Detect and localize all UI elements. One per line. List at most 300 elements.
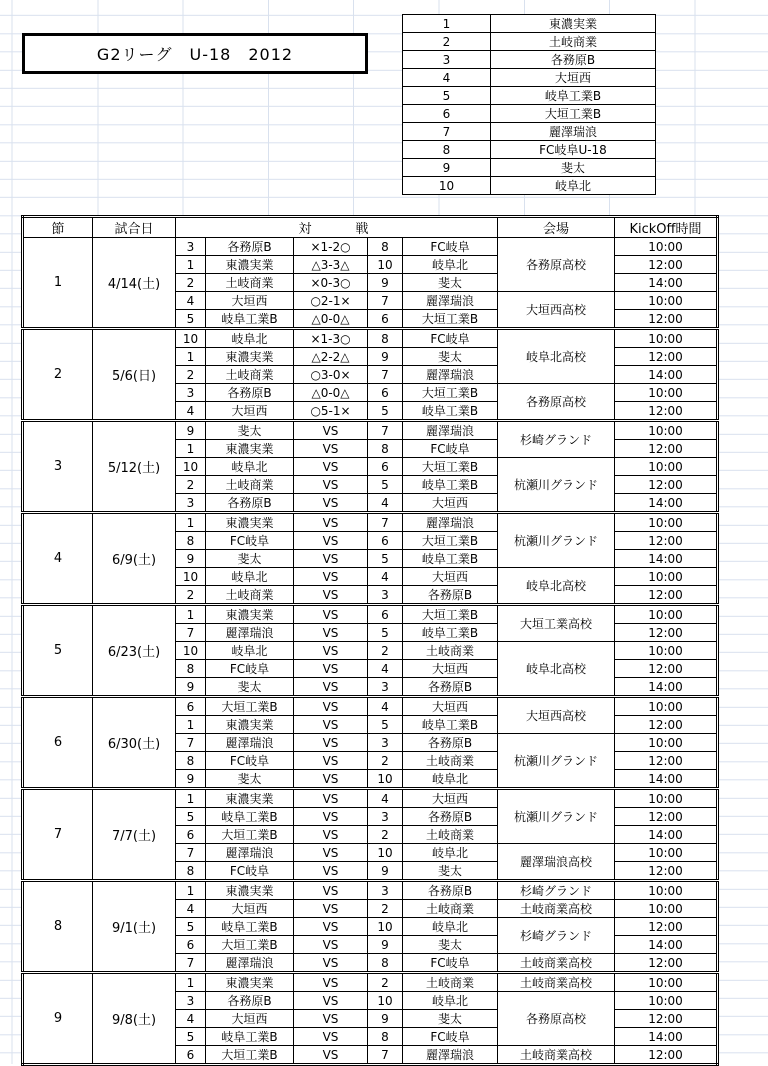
venue-cell[interactable]: 杭瀬川グランド: [498, 513, 615, 568]
match-date-cell[interactable]: 5/6(日): [93, 329, 176, 421]
result-cell[interactable]: VS: [294, 624, 368, 642]
away-team-cell[interactable]: 岐阜北: [403, 918, 498, 936]
kickoff-time-cell[interactable]: 10:00: [615, 384, 718, 402]
home-number-cell[interactable]: 7: [176, 734, 206, 752]
away-team-cell[interactable]: FC岐阜: [403, 1028, 498, 1046]
away-team-cell[interactable]: 斐太: [403, 274, 498, 292]
home-team-cell[interactable]: 東濃実業: [206, 716, 294, 734]
result-cell[interactable]: VS: [294, 770, 368, 789]
kickoff-time-cell[interactable]: 12:00: [615, 624, 718, 642]
team-number-cell[interactable]: 6: [403, 105, 491, 123]
home-team-cell[interactable]: 岐阜工業B: [206, 808, 294, 826]
home-team-cell[interactable]: 大垣工業B: [206, 697, 294, 716]
away-number-cell[interactable]: 2: [368, 826, 403, 844]
away-team-cell[interactable]: 大垣工業B: [403, 458, 498, 476]
home-team-cell[interactable]: 麗澤瑞浪: [206, 624, 294, 642]
home-team-cell[interactable]: 大垣西: [206, 292, 294, 310]
kickoff-time-cell[interactable]: 10:00: [615, 734, 718, 752]
away-team-cell[interactable]: 麗澤瑞浪: [403, 366, 498, 384]
home-number-cell[interactable]: 8: [176, 660, 206, 678]
kickoff-time-cell[interactable]: 14:00: [615, 550, 718, 568]
away-number-cell[interactable]: 4: [368, 660, 403, 678]
result-cell[interactable]: VS: [294, 678, 368, 697]
home-team-cell[interactable]: 東濃実業: [206, 513, 294, 532]
away-number-cell[interactable]: 4: [368, 568, 403, 586]
match-date-cell[interactable]: 6/9(土): [93, 513, 176, 605]
home-team-cell[interactable]: 土岐商業: [206, 274, 294, 292]
match-date-cell[interactable]: 6/30(土): [93, 697, 176, 789]
kickoff-time-cell[interactable]: 14:00: [615, 366, 718, 384]
home-number-cell[interactable]: 8: [176, 862, 206, 881]
match-date-cell[interactable]: 9/1(土): [93, 881, 176, 973]
kickoff-time-cell[interactable]: 10:00: [615, 421, 718, 440]
away-team-cell[interactable]: 斐太: [403, 936, 498, 954]
result-cell[interactable]: VS: [294, 1010, 368, 1028]
result-cell[interactable]: VS: [294, 936, 368, 954]
away-team-cell[interactable]: FC岐阜: [403, 329, 498, 348]
home-number-cell[interactable]: 9: [176, 678, 206, 697]
result-cell[interactable]: VS: [294, 568, 368, 586]
home-team-cell[interactable]: 麗澤瑞浪: [206, 844, 294, 862]
kickoff-time-cell[interactable]: 12:00: [615, 532, 718, 550]
home-team-cell[interactable]: FC岐阜: [206, 752, 294, 770]
kickoff-time-cell[interactable]: 12:00: [615, 402, 718, 421]
header-match-cell[interactable]: 対 戦: [176, 217, 498, 238]
home-number-cell[interactable]: 3: [176, 238, 206, 256]
away-team-cell[interactable]: 大垣工業B: [403, 605, 498, 624]
home-number-cell[interactable]: 5: [176, 808, 206, 826]
kickoff-time-cell[interactable]: 12:00: [615, 660, 718, 678]
result-cell[interactable]: VS: [294, 1046, 368, 1065]
team-number-cell[interactable]: 3: [403, 51, 491, 69]
away-number-cell[interactable]: 10: [368, 256, 403, 274]
away-number-cell[interactable]: 6: [368, 310, 403, 329]
kickoff-time-cell[interactable]: 10:00: [615, 238, 718, 256]
away-team-cell[interactable]: 大垣西: [403, 697, 498, 716]
team-name-cell[interactable]: FC岐阜U-18: [491, 141, 656, 159]
away-number-cell[interactable]: 4: [368, 494, 403, 513]
round-number-cell[interactable]: 4: [23, 513, 93, 605]
result-cell[interactable]: VS: [294, 752, 368, 770]
kickoff-time-cell[interactable]: 10:00: [615, 605, 718, 624]
home-team-cell[interactable]: 土岐商業: [206, 476, 294, 494]
result-cell[interactable]: VS: [294, 808, 368, 826]
home-number-cell[interactable]: 2: [176, 366, 206, 384]
away-number-cell[interactable]: 2: [368, 642, 403, 660]
home-number-cell[interactable]: 10: [176, 458, 206, 476]
result-cell[interactable]: VS: [294, 826, 368, 844]
home-number-cell[interactable]: 4: [176, 292, 206, 310]
away-number-cell[interactable]: 10: [368, 992, 403, 1010]
kickoff-time-cell[interactable]: 12:00: [615, 348, 718, 366]
result-cell[interactable]: VS: [294, 881, 368, 900]
home-team-cell[interactable]: 斐太: [206, 770, 294, 789]
home-number-cell[interactable]: 6: [176, 936, 206, 954]
result-cell[interactable]: VS: [294, 550, 368, 568]
header-venue-cell[interactable]: 会場: [498, 217, 615, 238]
away-team-cell[interactable]: 斐太: [403, 348, 498, 366]
home-team-cell[interactable]: 大垣工業B: [206, 1046, 294, 1065]
result-cell[interactable]: VS: [294, 918, 368, 936]
match-date-cell[interactable]: 4/14(土): [93, 238, 176, 329]
home-number-cell[interactable]: 1: [176, 256, 206, 274]
away-team-cell[interactable]: 土岐商業: [403, 752, 498, 770]
kickoff-time-cell[interactable]: 10:00: [615, 642, 718, 660]
away-number-cell[interactable]: 3: [368, 678, 403, 697]
kickoff-time-cell[interactable]: 12:00: [615, 862, 718, 881]
kickoff-time-cell[interactable]: 12:00: [615, 1046, 718, 1065]
result-cell[interactable]: VS: [294, 605, 368, 624]
kickoff-time-cell[interactable]: 12:00: [615, 918, 718, 936]
kickoff-time-cell[interactable]: 14:00: [615, 1028, 718, 1046]
round-number-cell[interactable]: 8: [23, 881, 93, 973]
result-cell[interactable]: VS: [294, 973, 368, 992]
away-number-cell[interactable]: 8: [368, 954, 403, 973]
home-team-cell[interactable]: 岐阜北: [206, 642, 294, 660]
kickoff-time-cell[interactable]: 14:00: [615, 936, 718, 954]
home-team-cell[interactable]: FC岐阜: [206, 862, 294, 881]
home-team-cell[interactable]: 大垣西: [206, 1010, 294, 1028]
kickoff-time-cell[interactable]: 10:00: [615, 789, 718, 808]
away-team-cell[interactable]: 麗澤瑞浪: [403, 513, 498, 532]
kickoff-time-cell[interactable]: 10:00: [615, 973, 718, 992]
venue-cell[interactable]: 土岐商業高校: [498, 973, 615, 992]
kickoff-time-cell[interactable]: 12:00: [615, 1010, 718, 1028]
home-team-cell[interactable]: 岐阜工業B: [206, 918, 294, 936]
home-number-cell[interactable]: 1: [176, 789, 206, 808]
result-cell[interactable]: VS: [294, 532, 368, 550]
round-number-cell[interactable]: 1: [23, 238, 93, 329]
away-team-cell[interactable]: 各務原B: [403, 881, 498, 900]
result-cell[interactable]: VS: [294, 421, 368, 440]
away-number-cell[interactable]: 5: [368, 716, 403, 734]
result-cell[interactable]: VS: [294, 586, 368, 605]
home-number-cell[interactable]: 1: [176, 881, 206, 900]
home-number-cell[interactable]: 1: [176, 348, 206, 366]
venue-cell[interactable]: 杉崎グランド: [498, 918, 615, 954]
home-number-cell[interactable]: 4: [176, 402, 206, 421]
team-name-cell[interactable]: 各務原B: [491, 51, 656, 69]
round-number-cell[interactable]: 2: [23, 329, 93, 421]
home-team-cell[interactable]: 斐太: [206, 678, 294, 697]
away-number-cell[interactable]: 6: [368, 458, 403, 476]
venue-cell[interactable]: 土岐商業高校: [498, 954, 615, 973]
away-number-cell[interactable]: 10: [368, 770, 403, 789]
home-number-cell[interactable]: 1: [176, 440, 206, 458]
team-number-cell[interactable]: 9: [403, 159, 491, 177]
home-team-cell[interactable]: 各務原B: [206, 384, 294, 402]
match-date-cell[interactable]: 9/8(土): [93, 973, 176, 1065]
result-cell[interactable]: VS: [294, 844, 368, 862]
kickoff-time-cell[interactable]: 12:00: [615, 586, 718, 605]
away-number-cell[interactable]: 3: [368, 808, 403, 826]
away-number-cell[interactable]: 9: [368, 348, 403, 366]
result-cell[interactable]: △0-0△: [294, 310, 368, 329]
away-number-cell[interactable]: 6: [368, 384, 403, 402]
venue-cell[interactable]: 岐阜北高校: [498, 329, 615, 384]
home-number-cell[interactable]: 8: [176, 532, 206, 550]
away-team-cell[interactable]: 岐阜工業B: [403, 476, 498, 494]
venue-cell[interactable]: 杉崎グランド: [498, 881, 615, 900]
result-cell[interactable]: △3-3△: [294, 256, 368, 274]
match-date-cell[interactable]: 5/12(土): [93, 421, 176, 513]
kickoff-time-cell[interactable]: 14:00: [615, 826, 718, 844]
venue-cell[interactable]: 麗澤瑞浪高校: [498, 844, 615, 881]
away-team-cell[interactable]: 斐太: [403, 1010, 498, 1028]
result-cell[interactable]: VS: [294, 697, 368, 716]
venue-cell[interactable]: 各務原高校: [498, 238, 615, 292]
team-number-cell[interactable]: 2: [403, 33, 491, 51]
kickoff-time-cell[interactable]: 10:00: [615, 697, 718, 716]
kickoff-time-cell[interactable]: 14:00: [615, 678, 718, 697]
away-team-cell[interactable]: FC岐阜: [403, 238, 498, 256]
home-number-cell[interactable]: 1: [176, 716, 206, 734]
home-number-cell[interactable]: 10: [176, 329, 206, 348]
result-cell[interactable]: VS: [294, 476, 368, 494]
header-round-cell[interactable]: 節: [23, 217, 93, 238]
match-date-cell[interactable]: 6/23(土): [93, 605, 176, 697]
result-cell[interactable]: VS: [294, 734, 368, 752]
away-team-cell[interactable]: 各務原B: [403, 678, 498, 697]
home-number-cell[interactable]: 1: [176, 605, 206, 624]
away-team-cell[interactable]: FC岐阜: [403, 954, 498, 973]
venue-cell[interactable]: 各務原高校: [498, 992, 615, 1046]
result-cell[interactable]: ×1-3○: [294, 329, 368, 348]
result-cell[interactable]: VS: [294, 862, 368, 881]
result-cell[interactable]: ○5-1×: [294, 402, 368, 421]
away-team-cell[interactable]: 岐阜工業B: [403, 716, 498, 734]
result-cell[interactable]: VS: [294, 494, 368, 513]
away-team-cell[interactable]: 土岐商業: [403, 642, 498, 660]
home-number-cell[interactable]: 3: [176, 494, 206, 513]
home-team-cell[interactable]: 各務原B: [206, 494, 294, 513]
round-number-cell[interactable]: 7: [23, 789, 93, 881]
home-team-cell[interactable]: 岐阜北: [206, 458, 294, 476]
home-team-cell[interactable]: 大垣工業B: [206, 826, 294, 844]
team-name-cell[interactable]: 麗澤瑞浪: [491, 123, 656, 141]
home-number-cell[interactable]: 2: [176, 274, 206, 292]
team-name-cell[interactable]: 東濃実業: [491, 15, 656, 33]
away-number-cell[interactable]: 8: [368, 329, 403, 348]
result-cell[interactable]: ○3-0×: [294, 366, 368, 384]
home-team-cell[interactable]: 麗澤瑞浪: [206, 734, 294, 752]
team-number-cell[interactable]: 10: [403, 177, 491, 195]
away-number-cell[interactable]: 5: [368, 624, 403, 642]
away-team-cell[interactable]: 岐阜北: [403, 844, 498, 862]
venue-cell[interactable]: 岐阜北高校: [498, 568, 615, 605]
kickoff-time-cell[interactable]: 14:00: [615, 770, 718, 789]
venue-cell[interactable]: 杭瀬川グランド: [498, 734, 615, 789]
team-name-cell[interactable]: 岐阜北: [491, 177, 656, 195]
home-number-cell[interactable]: 9: [176, 770, 206, 789]
team-name-cell[interactable]: 土岐商業: [491, 33, 656, 51]
home-number-cell[interactable]: 9: [176, 421, 206, 440]
result-cell[interactable]: ×0-3○: [294, 274, 368, 292]
home-team-cell[interactable]: 岐阜工業B: [206, 1028, 294, 1046]
result-cell[interactable]: VS: [294, 660, 368, 678]
home-number-cell[interactable]: 7: [176, 844, 206, 862]
kickoff-time-cell[interactable]: 12:00: [615, 256, 718, 274]
away-team-cell[interactable]: 岐阜北: [403, 992, 498, 1010]
away-number-cell[interactable]: 5: [368, 550, 403, 568]
home-number-cell[interactable]: 7: [176, 624, 206, 642]
away-team-cell[interactable]: 各務原B: [403, 586, 498, 605]
result-cell[interactable]: △2-2△: [294, 348, 368, 366]
kickoff-time-cell[interactable]: 12:00: [615, 310, 718, 329]
round-number-cell[interactable]: 3: [23, 421, 93, 513]
home-number-cell[interactable]: 6: [176, 826, 206, 844]
kickoff-time-cell[interactable]: 10:00: [615, 992, 718, 1010]
home-number-cell[interactable]: 10: [176, 642, 206, 660]
kickoff-time-cell[interactable]: 10:00: [615, 881, 718, 900]
away-team-cell[interactable]: 各務原B: [403, 808, 498, 826]
venue-cell[interactable]: 大垣西高校: [498, 292, 615, 329]
home-team-cell[interactable]: 東濃実業: [206, 348, 294, 366]
away-number-cell[interactable]: 4: [368, 789, 403, 808]
away-number-cell[interactable]: 5: [368, 476, 403, 494]
away-team-cell[interactable]: 大垣西: [403, 568, 498, 586]
venue-cell[interactable]: 岐阜北高校: [498, 642, 615, 697]
result-cell[interactable]: VS: [294, 1028, 368, 1046]
home-team-cell[interactable]: 岐阜工業B: [206, 310, 294, 329]
away-team-cell[interactable]: 土岐商業: [403, 973, 498, 992]
home-team-cell[interactable]: 東濃実業: [206, 605, 294, 624]
away-number-cell[interactable]: 8: [368, 1028, 403, 1046]
away-team-cell[interactable]: 土岐商業: [403, 826, 498, 844]
team-number-cell[interactable]: 8: [403, 141, 491, 159]
away-number-cell[interactable]: 3: [368, 586, 403, 605]
home-number-cell[interactable]: 5: [176, 918, 206, 936]
away-number-cell[interactable]: 9: [368, 862, 403, 881]
team-name-cell[interactable]: 大垣工業B: [491, 105, 656, 123]
home-team-cell[interactable]: 東濃実業: [206, 973, 294, 992]
home-team-cell[interactable]: 東濃実業: [206, 881, 294, 900]
result-cell[interactable]: VS: [294, 716, 368, 734]
away-team-cell[interactable]: 麗澤瑞浪: [403, 1046, 498, 1065]
away-team-cell[interactable]: 岐阜北: [403, 770, 498, 789]
away-number-cell[interactable]: 7: [368, 1046, 403, 1065]
home-number-cell[interactable]: 4: [176, 900, 206, 918]
away-team-cell[interactable]: 麗澤瑞浪: [403, 421, 498, 440]
kickoff-time-cell[interactable]: 12:00: [615, 808, 718, 826]
away-number-cell[interactable]: 9: [368, 274, 403, 292]
home-number-cell[interactable]: 8: [176, 752, 206, 770]
home-number-cell[interactable]: 5: [176, 310, 206, 329]
away-number-cell[interactable]: 2: [368, 752, 403, 770]
away-team-cell[interactable]: 斐太: [403, 862, 498, 881]
kickoff-time-cell[interactable]: 12:00: [615, 954, 718, 973]
home-team-cell[interactable]: 東濃実業: [206, 440, 294, 458]
away-team-cell[interactable]: 岐阜工業B: [403, 550, 498, 568]
header-date-cell[interactable]: 試合日: [93, 217, 176, 238]
result-cell[interactable]: ×1-2○: [294, 238, 368, 256]
team-number-cell[interactable]: 1: [403, 15, 491, 33]
home-number-cell[interactable]: 3: [176, 384, 206, 402]
result-cell[interactable]: VS: [294, 789, 368, 808]
home-number-cell[interactable]: 1: [176, 513, 206, 532]
round-number-cell[interactable]: 5: [23, 605, 93, 697]
home-team-cell[interactable]: FC岐阜: [206, 660, 294, 678]
away-number-cell[interactable]: 7: [368, 513, 403, 532]
home-team-cell[interactable]: 東濃実業: [206, 789, 294, 808]
away-number-cell[interactable]: 10: [368, 844, 403, 862]
home-team-cell[interactable]: 斐太: [206, 550, 294, 568]
kickoff-time-cell[interactable]: 12:00: [615, 440, 718, 458]
round-number-cell[interactable]: 9: [23, 973, 93, 1065]
kickoff-time-cell[interactable]: 10:00: [615, 568, 718, 586]
away-number-cell[interactable]: 3: [368, 881, 403, 900]
home-team-cell[interactable]: 土岐商業: [206, 586, 294, 605]
home-number-cell[interactable]: 5: [176, 1028, 206, 1046]
header-kickoff-cell[interactable]: KickOff時間: [615, 217, 718, 238]
home-team-cell[interactable]: 各務原B: [206, 992, 294, 1010]
team-name-cell[interactable]: 斐太: [491, 159, 656, 177]
team-number-cell[interactable]: 7: [403, 123, 491, 141]
venue-cell[interactable]: 杭瀬川グランド: [498, 789, 615, 844]
away-team-cell[interactable]: 大垣工業B: [403, 532, 498, 550]
away-number-cell[interactable]: 8: [368, 238, 403, 256]
kickoff-time-cell[interactable]: 10:00: [615, 513, 718, 532]
result-cell[interactable]: VS: [294, 642, 368, 660]
kickoff-time-cell[interactable]: 10:00: [615, 844, 718, 862]
kickoff-time-cell[interactable]: 10:00: [615, 900, 718, 918]
home-number-cell[interactable]: 2: [176, 476, 206, 494]
away-team-cell[interactable]: 岐阜工業B: [403, 402, 498, 421]
result-cell[interactable]: △0-0△: [294, 384, 368, 402]
away-number-cell[interactable]: 2: [368, 973, 403, 992]
home-team-cell[interactable]: 麗澤瑞浪: [206, 954, 294, 973]
home-number-cell[interactable]: 9: [176, 550, 206, 568]
away-number-cell[interactable]: 7: [368, 421, 403, 440]
home-number-cell[interactable]: 7: [176, 954, 206, 973]
venue-cell[interactable]: 各務原高校: [498, 384, 615, 421]
away-team-cell[interactable]: 大垣工業B: [403, 384, 498, 402]
result-cell[interactable]: VS: [294, 513, 368, 532]
team-name-cell[interactable]: 大垣西: [491, 69, 656, 87]
away-team-cell[interactable]: 麗澤瑞浪: [403, 292, 498, 310]
kickoff-time-cell[interactable]: 14:00: [615, 274, 718, 292]
away-number-cell[interactable]: 7: [368, 366, 403, 384]
home-team-cell[interactable]: 土岐商業: [206, 366, 294, 384]
home-team-cell[interactable]: 斐太: [206, 421, 294, 440]
result-cell[interactable]: ○2-1×: [294, 292, 368, 310]
home-number-cell[interactable]: 6: [176, 1046, 206, 1065]
team-number-cell[interactable]: 5: [403, 87, 491, 105]
venue-cell[interactable]: 大垣西高校: [498, 697, 615, 734]
kickoff-time-cell[interactable]: 10:00: [615, 329, 718, 348]
result-cell[interactable]: VS: [294, 440, 368, 458]
kickoff-time-cell[interactable]: 12:00: [615, 752, 718, 770]
kickoff-time-cell[interactable]: 10:00: [615, 458, 718, 476]
away-number-cell[interactable]: 2: [368, 900, 403, 918]
away-team-cell[interactable]: 岐阜北: [403, 256, 498, 274]
home-team-cell[interactable]: FC岐阜: [206, 532, 294, 550]
result-cell[interactable]: VS: [294, 458, 368, 476]
kickoff-time-cell[interactable]: 10:00: [615, 292, 718, 310]
away-number-cell[interactable]: 6: [368, 532, 403, 550]
home-number-cell[interactable]: 1: [176, 973, 206, 992]
home-team-cell[interactable]: 岐阜北: [206, 329, 294, 348]
home-number-cell[interactable]: 4: [176, 1010, 206, 1028]
away-number-cell[interactable]: 3: [368, 734, 403, 752]
kickoff-time-cell[interactable]: 12:00: [615, 476, 718, 494]
team-name-cell[interactable]: 岐阜工業B: [491, 87, 656, 105]
away-number-cell[interactable]: 8: [368, 440, 403, 458]
venue-cell[interactable]: 杉崎グランド: [498, 421, 615, 458]
round-number-cell[interactable]: 6: [23, 697, 93, 789]
away-number-cell[interactable]: 9: [368, 936, 403, 954]
away-number-cell[interactable]: 9: [368, 1010, 403, 1028]
